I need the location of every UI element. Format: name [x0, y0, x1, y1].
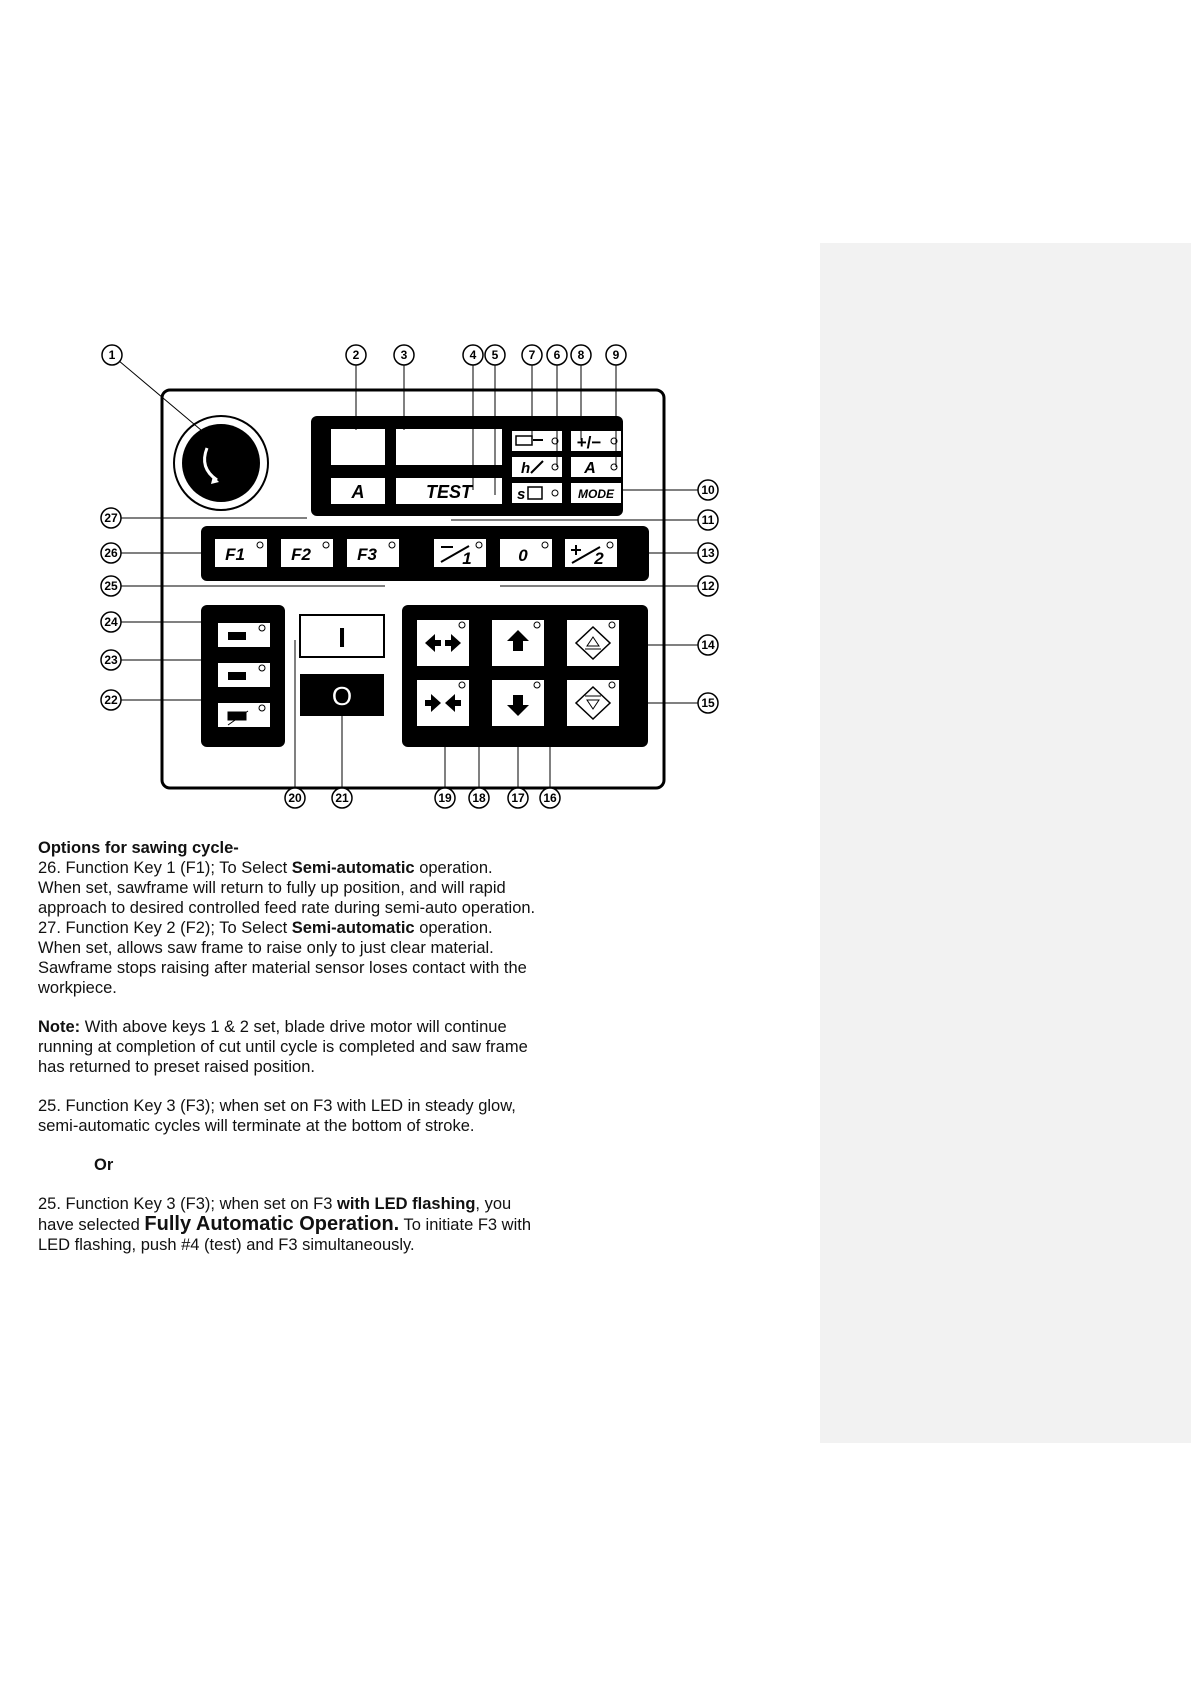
item-27-line3: Sawframe stops raising after material sensor loses contact with the [38, 959, 527, 977]
item-25b-emphasis: with LED flashing [336, 1195, 476, 1213]
callout-23: 23 [104, 653, 118, 667]
item-27-line4: workpiece. [38, 979, 117, 997]
item-26-end: operation. [414, 859, 493, 877]
callout-13: 13 [701, 546, 715, 560]
callout-19: 19 [438, 791, 452, 805]
callout-21: 21 [335, 791, 349, 805]
callout-17: 17 [511, 791, 525, 805]
start-button-label: I [338, 622, 346, 653]
vise-close-key[interactable] [218, 663, 270, 687]
key-minus-1[interactable] [434, 539, 486, 568]
key-a-right[interactable] [571, 457, 621, 477]
move-together-key[interactable] [417, 680, 469, 726]
display-large [396, 429, 502, 465]
key-mode[interactable] [571, 483, 621, 503]
callout-1: 1 [108, 348, 116, 362]
item-25b-end: , you [475, 1195, 512, 1213]
callout-6: 6 [553, 348, 561, 362]
item-25a-line2: semi-automatic cycles will terminate at the bottom of stroke. [38, 1117, 475, 1135]
note-line1: With above keys 1 & 2 set, blade drive motor will continue [80, 1018, 507, 1036]
item-25b-intro: 25. Function Key 3 (F3); when set on F3 [38, 1195, 337, 1213]
item-26-emphasis: Semi-automatic [291, 859, 415, 877]
note [38, 1017, 598, 1037]
note-line2: running at completion of cut until cycle is completed and saw frame [38, 1038, 528, 1056]
key-a-right-label: A [584, 460, 596, 477]
key-h[interactable] [512, 457, 562, 477]
item-26 [38, 858, 598, 878]
move-apart-key[interactable] [417, 620, 469, 666]
key-minus-1-label: 1 [462, 549, 472, 568]
key-plus-minus[interactable] [571, 431, 621, 452]
frame-lower-key[interactable] [567, 680, 619, 726]
key-s-label: s [517, 486, 526, 503]
emergency-stop-button[interactable] [174, 416, 268, 510]
callout-25: 25 [104, 579, 118, 593]
vise-open-key[interactable] [218, 623, 270, 647]
start-button[interactable] [300, 615, 384, 657]
instructions-text [38, 838, 598, 1255]
control-panel-svg [95, 340, 745, 830]
callout-5: 5 [491, 348, 499, 362]
key-plus-2-label: 2 [594, 549, 604, 568]
note-label: Note: [38, 1018, 81, 1036]
key-f1-label: F1 [225, 545, 245, 564]
item-25a-line1: 25. Function Key 3 (F3); when set on F3 with LED in steady glow, [38, 1097, 516, 1115]
key-f2-label: F2 [291, 545, 311, 564]
callout-9: 9 [612, 348, 620, 362]
callout-14: 14 [701, 638, 715, 652]
item-25b-line2 [38, 1214, 598, 1235]
item-26-intro: 26. Function Key 1 (F1); To Select [38, 859, 292, 877]
key-zero[interactable] [500, 539, 552, 567]
callout-7: 7 [528, 348, 536, 362]
callout-20: 20 [288, 791, 302, 805]
item-27-end: operation. [414, 919, 493, 937]
note-line3: has returned to preset raised position. [38, 1058, 315, 1076]
key-mode-label: MODE [578, 487, 614, 501]
key-f2[interactable] [281, 539, 333, 567]
callout-4: 4 [469, 348, 477, 362]
margin-panel [820, 243, 1191, 1443]
key-plus-minus-label: +/− [576, 433, 602, 452]
item-25b-line3: LED flashing, push #4 (test) and F3 simultaneously. [38, 1236, 415, 1254]
callout-16: 16 [543, 791, 557, 805]
item-25b-line1 [38, 1194, 598, 1214]
vise-off-key[interactable] [218, 703, 270, 727]
callout-11: 11 [701, 513, 715, 527]
callout-22: 22 [104, 693, 118, 707]
section-heading: Options for sawing cycle- [38, 839, 239, 857]
key-a-left-label: A [351, 482, 365, 502]
callout-2: 2 [352, 348, 360, 362]
key-h-label: h [521, 460, 531, 477]
stop-button-label: O [331, 681, 353, 711]
callout-26: 26 [104, 546, 118, 560]
key-test-label: TEST [425, 482, 473, 502]
key-test[interactable] [396, 478, 502, 504]
key-f3[interactable] [347, 539, 399, 567]
item-25b-line2-start: have selected [38, 1216, 145, 1234]
item-25b-line2-end: To initiate F3 with [399, 1216, 532, 1234]
item-27-intro: 27. Function Key 2 (F2); To Select [38, 919, 292, 937]
key-f1[interactable] [215, 539, 267, 567]
frame-raise-key[interactable] [567, 620, 619, 666]
callout-8: 8 [577, 348, 585, 362]
callout-27: 27 [104, 511, 118, 525]
callout-15: 15 [701, 696, 715, 710]
item-27 [38, 918, 598, 938]
key-a-left[interactable] [331, 478, 385, 504]
key-f3-label: F3 [357, 545, 377, 564]
callout-12: 12 [701, 579, 715, 593]
item-26-line2: When set, sawframe will return to fully up position, and will rapid [38, 879, 506, 897]
key-zero-label: 0 [518, 546, 528, 565]
control-panel-diagram [95, 340, 745, 835]
callout-18: 18 [472, 791, 486, 805]
arrow-down-key[interactable] [492, 680, 544, 726]
key-plus-2[interactable] [565, 539, 617, 568]
item-25b-highlight: Fully Automatic Operation. [144, 1213, 400, 1235]
callout-24: 24 [104, 615, 118, 629]
key-s[interactable] [512, 483, 562, 503]
key-blade-icon[interactable] [512, 431, 562, 451]
or-separator: Or [94, 1156, 114, 1174]
callout-10: 10 [701, 483, 715, 497]
item-26-line3: approach to desired controlled feed rate during semi-auto operation. [38, 899, 536, 917]
stop-button[interactable] [300, 674, 384, 716]
item-27-emphasis: Semi-automatic [291, 919, 415, 937]
item-27-line2: When set, allows saw frame to raise only to just clear material. [38, 939, 494, 957]
display-small [331, 429, 385, 465]
callout-3: 3 [400, 348, 408, 362]
arrow-up-key[interactable] [492, 620, 544, 666]
